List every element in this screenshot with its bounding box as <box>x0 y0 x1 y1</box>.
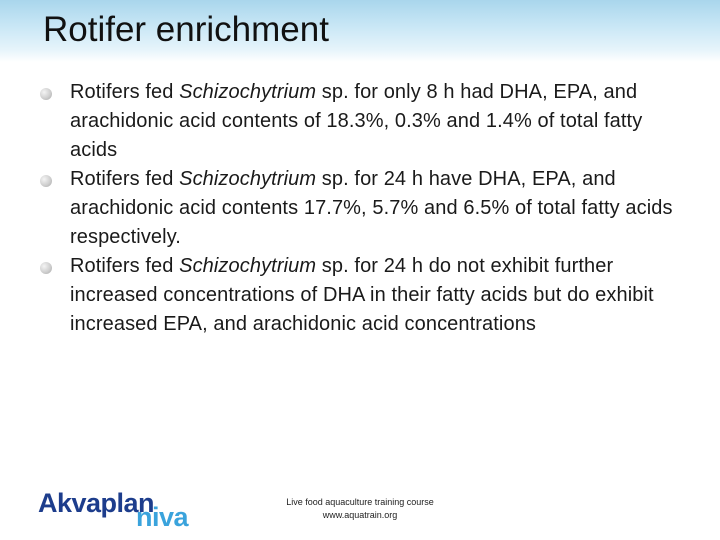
slide-title: Rotifer enrichment <box>43 10 329 49</box>
species-name: Schizochytrium <box>179 168 317 190</box>
logo-wordmark-sub: niva <box>136 502 189 532</box>
bullet-dot-icon <box>40 262 52 274</box>
logo-wordmark-main: Akvaplan <box>38 488 155 518</box>
species-name: Schizochytrium <box>179 255 317 277</box>
bullet-list <box>40 78 688 339</box>
footer <box>270 496 450 522</box>
bullet-text-start: Rotifers fed <box>70 81 180 103</box>
footer-course-name: Live food aquaculture training course <box>286 497 434 507</box>
footer-website: www.aquatrain.org <box>322 510 398 520</box>
bullet-item <box>40 252 688 339</box>
bullet-text-end: sp. for only 8 h had DHA, EPA, and arachidonic acid contents of 18.3%, 0.3% and 1.4% of total fatty acids <box>70 81 643 161</box>
bullet-text-start: Rotifers fed <box>70 255 180 277</box>
bullet-dot-icon <box>40 175 52 187</box>
akvaplan-niva-logo <box>38 488 248 534</box>
bullet-text-start: Rotifers fed <box>70 168 180 190</box>
bullet-text-end: sp. for 24 h do not exhibit further increased concentrations of DHA in their fatty acids but do exhibit increased EPA, and arachidonic acid concentrations <box>70 255 654 335</box>
bullet-text-end: sp. for 24 h have DHA, EPA, and arachidonic acid contents 17.7%, 5.7% and 6.5% of total fatty acids respectively. <box>70 168 673 248</box>
bullet-dot-icon <box>40 88 52 100</box>
species-name: Schizochytrium <box>179 81 317 103</box>
bullet-item <box>40 78 688 165</box>
bullet-item <box>40 165 688 252</box>
